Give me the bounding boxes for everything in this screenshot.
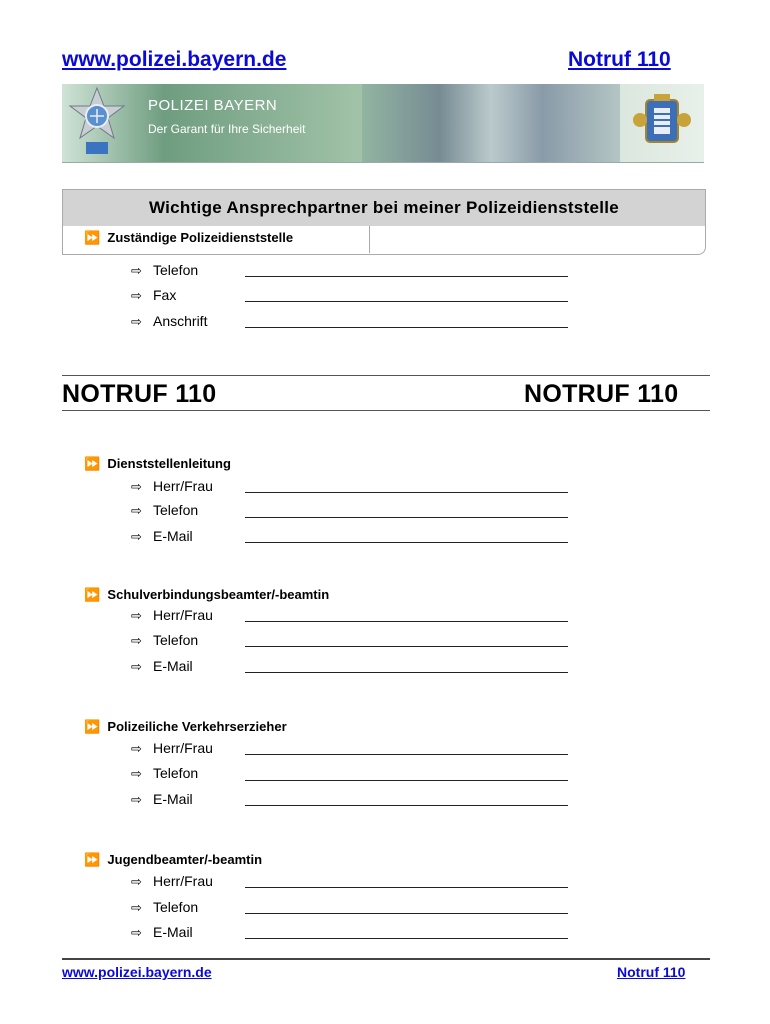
contact-line[interactable] xyxy=(245,805,568,806)
contact-line[interactable] xyxy=(245,517,568,518)
station-input-box[interactable] xyxy=(369,226,705,253)
footer-url-link[interactable]: www.polizei.bayern.de xyxy=(62,964,212,980)
footer-notruf-link[interactable]: Notruf 110 xyxy=(617,964,686,980)
contact-title: ⏩ Dienststellenleitung xyxy=(84,456,231,471)
contact-line[interactable] xyxy=(245,492,568,493)
contact-field: ⇨ E-Mail xyxy=(131,791,193,807)
outline-arrow-icon: ⇨ xyxy=(131,314,142,329)
notruf-left: NOTRUF 110 xyxy=(62,380,217,408)
header-notruf-link[interactable]: Notruf 110 xyxy=(568,48,671,71)
contact-field: ⇨ Herr/Frau xyxy=(131,607,213,623)
field-telefon: ⇨ Telefon xyxy=(131,262,199,278)
field-fax: ⇨ Fax xyxy=(131,287,177,303)
contact-field: ⇨ Herr/Frau xyxy=(131,478,213,494)
notruf-right: NOTRUF 110 xyxy=(524,380,679,408)
outline-arrow-icon: ⇨ xyxy=(131,263,142,278)
section-title: Wichtige Ansprechpartner bei meiner Polizeidienststelle xyxy=(63,190,705,226)
bavaria-crest-icon xyxy=(632,92,692,150)
contact-line[interactable] xyxy=(245,754,568,755)
banner-slogan: Der Garant für Ihre Sicherheit xyxy=(148,122,306,136)
contact-field: ⇨ Telefon xyxy=(131,765,199,781)
divider xyxy=(62,410,710,411)
divider xyxy=(62,375,710,376)
double-arrow-icon: ⏩ xyxy=(84,719,101,734)
contact-line[interactable] xyxy=(245,542,568,543)
outline-arrow-icon: ⇨ xyxy=(131,741,142,756)
contact-title: ⏩ Schulverbindungsbeamter/-beamtin xyxy=(84,587,330,602)
contact-title: ⏩ Polizeiliche Verkehrserzieher xyxy=(84,719,287,734)
polizei-banner xyxy=(62,84,704,163)
outline-arrow-icon: ⇨ xyxy=(131,529,142,544)
contact-field: ⇨ Herr/Frau xyxy=(131,740,213,756)
outline-arrow-icon: ⇨ xyxy=(131,479,142,494)
contact-line[interactable] xyxy=(245,938,568,939)
contact-line[interactable] xyxy=(245,913,568,914)
header-url-link[interactable]: www.polizei.bayern.de xyxy=(62,48,287,71)
contact-title: ⏩ Jugendbeamter/-beamtin xyxy=(84,852,263,867)
contact-field: ⇨ Telefon xyxy=(131,899,199,915)
double-arrow-icon: ⏩ xyxy=(84,456,101,471)
banner-photo xyxy=(362,84,620,162)
station-label: ⏩ Zuständige Polizeidienststelle xyxy=(84,230,294,245)
outline-arrow-icon: ⇨ xyxy=(131,659,142,674)
outline-arrow-icon: ⇨ xyxy=(131,792,142,807)
contact-field: ⇨ Telefon xyxy=(131,632,199,648)
contact-field: ⇨ E-Mail xyxy=(131,658,193,674)
outline-arrow-icon: ⇨ xyxy=(131,633,142,648)
double-arrow-icon: ⏩ xyxy=(84,230,101,245)
outline-arrow-icon: ⇨ xyxy=(131,766,142,781)
outline-arrow-icon: ⇨ xyxy=(131,925,142,940)
double-arrow-icon: ⏩ xyxy=(84,852,101,867)
outline-arrow-icon: ⇨ xyxy=(131,900,142,915)
contact-line[interactable] xyxy=(245,646,568,647)
outline-arrow-icon: ⇨ xyxy=(131,874,142,889)
banner-title: POLIZEI BAYERN xyxy=(148,97,278,114)
outline-arrow-icon: ⇨ xyxy=(131,608,142,623)
police-star-icon xyxy=(66,86,128,158)
contact-field: ⇨ E-Mail xyxy=(131,528,193,544)
contact-line[interactable] xyxy=(245,672,568,673)
footer-divider xyxy=(62,958,710,960)
contact-field: ⇨ E-Mail xyxy=(131,924,193,940)
contact-field: ⇨ Telefon xyxy=(131,502,199,518)
contact-field: ⇨ Herr/Frau xyxy=(131,873,213,889)
telefon-line[interactable] xyxy=(245,276,568,277)
contact-line[interactable] xyxy=(245,887,568,888)
outline-arrow-icon: ⇨ xyxy=(131,503,142,518)
double-arrow-icon: ⏩ xyxy=(84,587,101,602)
field-anschrift: ⇨ Anschrift xyxy=(131,313,208,329)
anschrift-line[interactable] xyxy=(245,327,568,328)
contact-line[interactable] xyxy=(245,621,568,622)
fax-line[interactable] xyxy=(245,301,568,302)
outline-arrow-icon: ⇨ xyxy=(131,288,142,303)
contact-line[interactable] xyxy=(245,780,568,781)
